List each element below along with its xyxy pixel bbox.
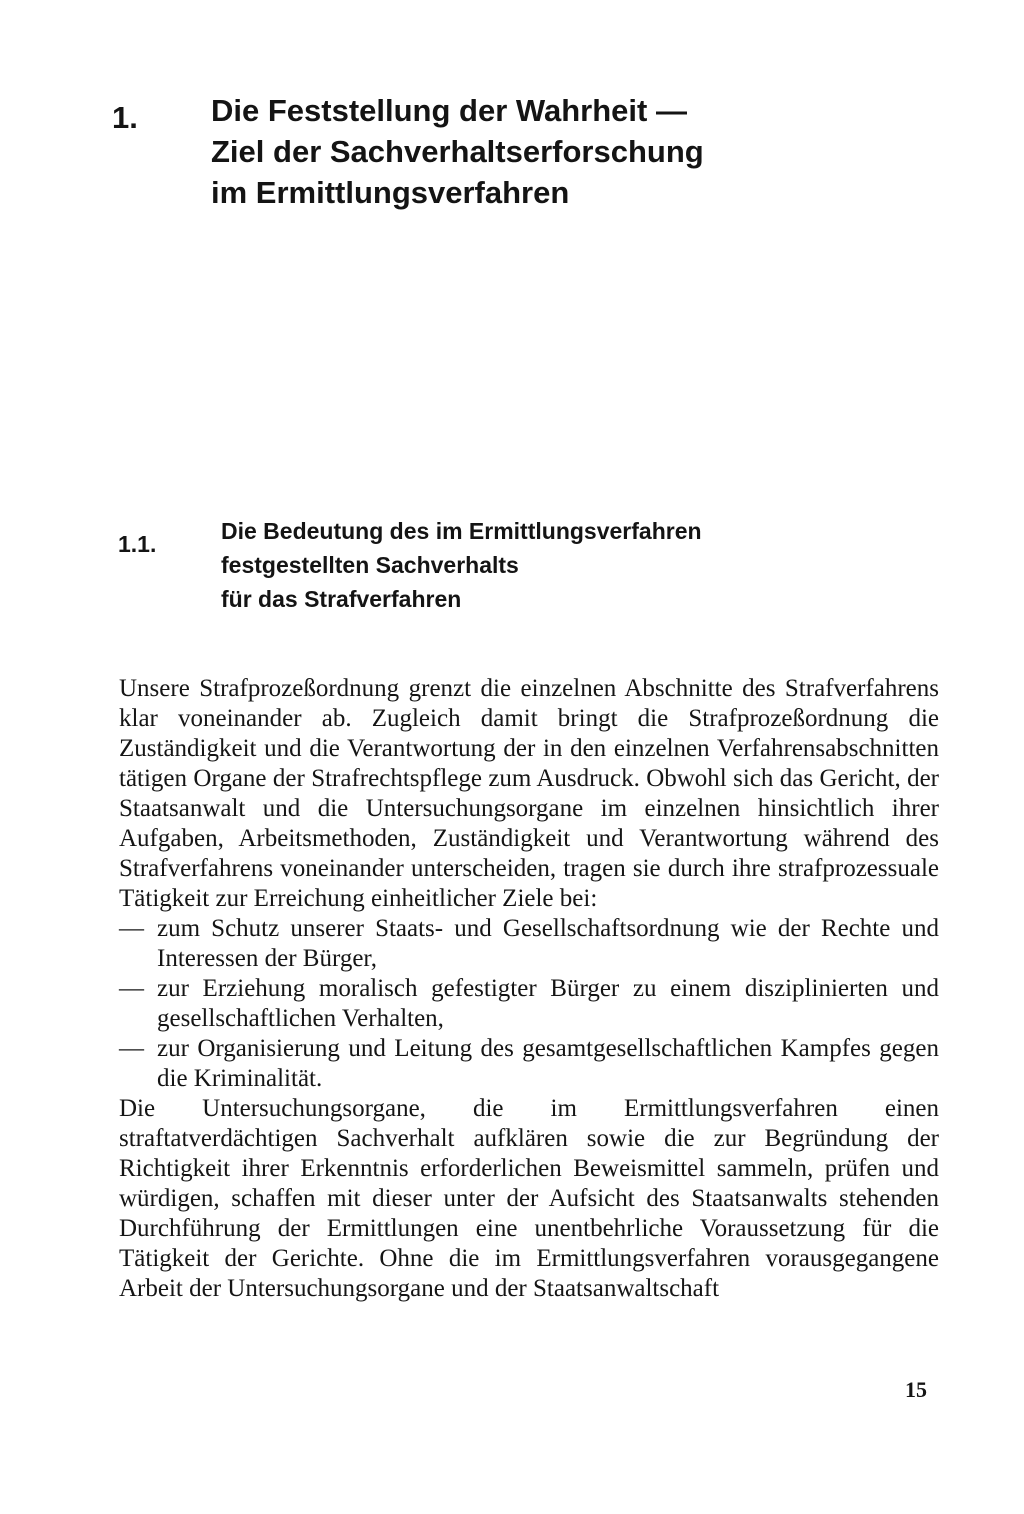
section-number: 1.1. bbox=[118, 531, 157, 557]
list-item bbox=[119, 914, 939, 974]
section-title-line: festgestellten Sachverhalts bbox=[221, 552, 519, 578]
chapter-title bbox=[211, 90, 704, 213]
goal-list bbox=[119, 914, 939, 1094]
dash-marker: — bbox=[119, 975, 144, 1002]
list-item bbox=[119, 1034, 939, 1094]
list-item-text: zum Schutz unserer Staats- und Gesellschaftsordnung wie der Rechte und Interessen der Bürger, bbox=[157, 915, 939, 972]
body-text bbox=[119, 674, 939, 1304]
list-item-text: zur Organisierung und Leitung des gesamtgesellschaftlichen Kampfes gegen die Kriminalität. bbox=[157, 1035, 939, 1092]
list-item-text: zur Erziehung moralisch gefestigter Bürger zu einem disziplinierten und gesellschaftlichen Verhalten, bbox=[157, 975, 939, 1032]
page-number: 15 bbox=[905, 1377, 927, 1402]
chapter-number: 1. bbox=[112, 100, 138, 135]
section-title bbox=[221, 514, 702, 616]
chapter-title-line: im Ermittlungsverfahren bbox=[211, 175, 570, 210]
dash-marker: — bbox=[119, 1035, 144, 1062]
section-title-line: für das Strafverfahren bbox=[221, 586, 462, 612]
chapter-title-line: Die Feststellung der Wahrheit — bbox=[211, 93, 687, 128]
paragraph: Unsere Strafprozeßordnung grenzt die einzelnen Abschnitte des Strafverfahrens klar voneinander ab. Zugleich damit bringt die Strafprozeßordnung die Zuständigkeit und die Verantwortung der in den einzelnen Verfahrensabschnitten tätigen Organe der Strafrechtspflege zum Ausdruck. Obwohl sich das Gericht, der Staatsanwalt und die Untersuchungsorgane im einzelnen hinsichtlich ihrer Aufgaben, Arbeitsmethoden, Zuständigkeit und Verantwortung während des Strafverfahrens voneinander unterscheiden, tragen sie durch ihre strafprozessuale Tätigkeit zur Erreichung einheitlicher Ziele bei: bbox=[119, 675, 939, 912]
section-title-line: Die Bedeutung des im Ermittlungsverfahren bbox=[221, 518, 702, 544]
chapter-title-line: Ziel der Sachverhaltserforschung bbox=[211, 134, 704, 169]
paragraph: Die Untersuchungsorgane, die im Ermittlungsverfahren einen straftatverdächtigen Sachverhalt aufklären sowie die zur Begründung der Richtigkeit ihrer Erkenntnis erforderlichen Beweismittel sammeln, prüfen und würdigen, schaffen mit dieser unter der Aufsicht des Staatsanwalts stehenden Durchführung der Ermittlungen eine unentbehrliche Voraussetzung für die Tätigkeit der Gerichte. Ohne die im Ermittlungsverfahren vorausgegangene Arbeit der Untersuchungsorgane und der Staatsanwaltschaft bbox=[119, 1095, 939, 1302]
dash-marker: — bbox=[119, 915, 144, 942]
list-item bbox=[119, 974, 939, 1034]
